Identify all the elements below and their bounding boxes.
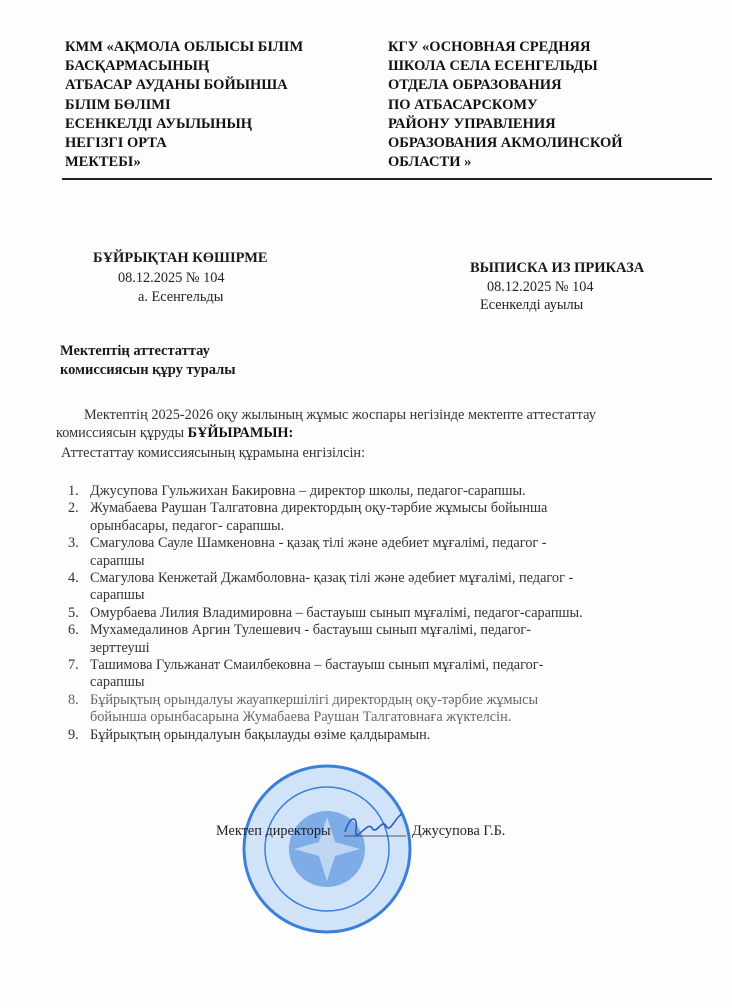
- list-item-line: орынбасары, педагог- сарапшы.: [90, 517, 285, 534]
- header-left-line: АТБАСАР АУДАНЫ БОЙЫНША: [65, 77, 288, 94]
- header-left-line: МЕКТЕБІ»: [65, 154, 141, 171]
- list-item: [68, 570, 708, 605]
- list-item-number: 7.: [68, 657, 79, 674]
- list-item-number: 9.: [68, 726, 79, 743]
- list-item-number: 2.: [68, 500, 79, 517]
- list-item-line: Омурбаева Лилия Владимировна – бастауыш сынып мұғалімі, педагог-сарапшы.: [90, 604, 583, 621]
- header-right: [388, 38, 623, 172]
- list-item: [68, 622, 708, 657]
- official-stamp: [240, 762, 415, 937]
- header-right-line: ОБРАЗОВАНИЯ АКМОЛИНСКОЙ: [388, 135, 623, 152]
- list-item: [68, 727, 708, 744]
- list-item-line: Джусупова Гульжихан Бакировна – директор школы, педагог-сарапшы.: [90, 483, 526, 499]
- list-item-line: Жумабаева Раушан Талгатовна директордың оқу-тәрбие жұмысы бойынша: [90, 500, 548, 517]
- order-kz-place: а. Есенгельды: [138, 289, 224, 305]
- order-ru-place: Есенкелді ауылы: [480, 297, 584, 313]
- order-word: БҰЙЫРАМЫН:: [187, 425, 294, 441]
- order-kz-title: БҰЙРЫҚТАН КӨШІРМЕ: [93, 250, 268, 266]
- list-item-line: бойынша орынбасарына Жумабаева Раушан Талгатовнаға жүктелсін.: [90, 709, 512, 726]
- list-item-line: Бұйрықтың орындалуы жауапкершілігі директордың оқу-тәрбие жұмысы: [90, 691, 539, 708]
- list-item-line: сарапшы: [90, 587, 145, 604]
- header-left-line: БІЛІМ БӨЛІМІ: [65, 96, 171, 113]
- signature-name: Джусупова Г.Б.: [412, 823, 506, 839]
- header-left-line: НЕГІЗГІ ОРТА: [65, 135, 167, 152]
- header-right-line: ОТДЕЛА ОБРАЗОВАНИЯ: [388, 77, 562, 94]
- header-right-line: РАЙОНУ УПРАВЛЕНИЯ: [388, 115, 556, 132]
- list-item: [68, 692, 708, 727]
- body-text: комиссиясын құруды: [56, 425, 188, 441]
- list-item-number: 4.: [68, 570, 79, 587]
- header-left-line: ЕСЕНКЕЛДІ АУЫЛЫНЫҢ: [65, 115, 253, 132]
- list-item-line: сарапшы: [90, 674, 145, 691]
- commission-list: [68, 483, 708, 744]
- order-kz-date-number: 08.12.2025 № 104: [118, 270, 225, 286]
- header-left: [65, 38, 303, 172]
- list-item: [68, 483, 708, 500]
- list-item: [68, 500, 708, 535]
- order-ru-date-number: 08.12.2025 № 104: [487, 279, 594, 295]
- subject-line: комиссиясын құру туралы: [60, 362, 236, 378]
- header-right-line: ШКОЛА СЕЛА ЕСЕНГЕЛЬДЫ: [388, 58, 598, 75]
- body-paragraph: Мектептің 2025-2026 оқу жылының жұмыс жоспары негізінде мектепте аттестаттау: [84, 407, 596, 423]
- list-item: [68, 605, 708, 622]
- list-item: [68, 657, 708, 692]
- list-item-number: 5.: [68, 604, 79, 621]
- header-right-line: ОБЛАСТИ »: [388, 154, 472, 171]
- list-item-line: Ташимова Гульжанат Смаилбековна – бастауыш сынып мұғалімі, педагог-: [90, 657, 544, 674]
- list-item-line: Смагулова Кенжетай Джамболовна- қазақ тілі және әдебиет мұғалімі, педагог -: [90, 570, 574, 587]
- list-item-number: 8.: [68, 691, 79, 708]
- signature-position: Мектеп директоры: [216, 823, 331, 839]
- header-left-line: КММ «АҚМОЛА ОБЛЫСЫ БІЛІМ: [65, 39, 304, 55]
- header-right-line: ПО АТБАСАРСКОМУ: [388, 96, 538, 113]
- header-right-line: КГУ «ОСНОВНАЯ СРЕДНЯЯ: [388, 39, 591, 55]
- list-item-line: зерттеуші: [90, 639, 150, 656]
- list-item-line: Смагулова Сауле Шамкеновна - қазақ тілі және әдебиет мұғалімі, педагог -: [90, 535, 547, 552]
- order-ru-title: ВЫПИСКА ИЗ ПРИКАЗА: [470, 260, 645, 276]
- header-left-line: БАСҚАРМАСЫНЫҢ: [65, 58, 210, 75]
- list-item-line: сарапшы: [90, 552, 145, 569]
- list-item-number: 3.: [68, 535, 79, 552]
- list-item-line: Мухамедалинов Аргин Тулешевич - бастауыш сынып мұғалімі, педагог-: [90, 622, 532, 639]
- list-item-line: Бұйрықтың орындалуын бақылауды өзіме қалдырамын.: [90, 726, 431, 743]
- body-paragraph: Аттестаттау комиссиясының құрамына енгізілсін:: [61, 445, 366, 461]
- list-item-number: 1.: [68, 483, 79, 499]
- subject-line: Мектептің аттестаттау: [60, 343, 210, 359]
- body-paragraph: [56, 425, 293, 442]
- list-item-number: 6.: [68, 622, 79, 639]
- list-item: [68, 535, 708, 570]
- header-divider: [62, 178, 712, 180]
- handwritten-signature: [340, 810, 410, 840]
